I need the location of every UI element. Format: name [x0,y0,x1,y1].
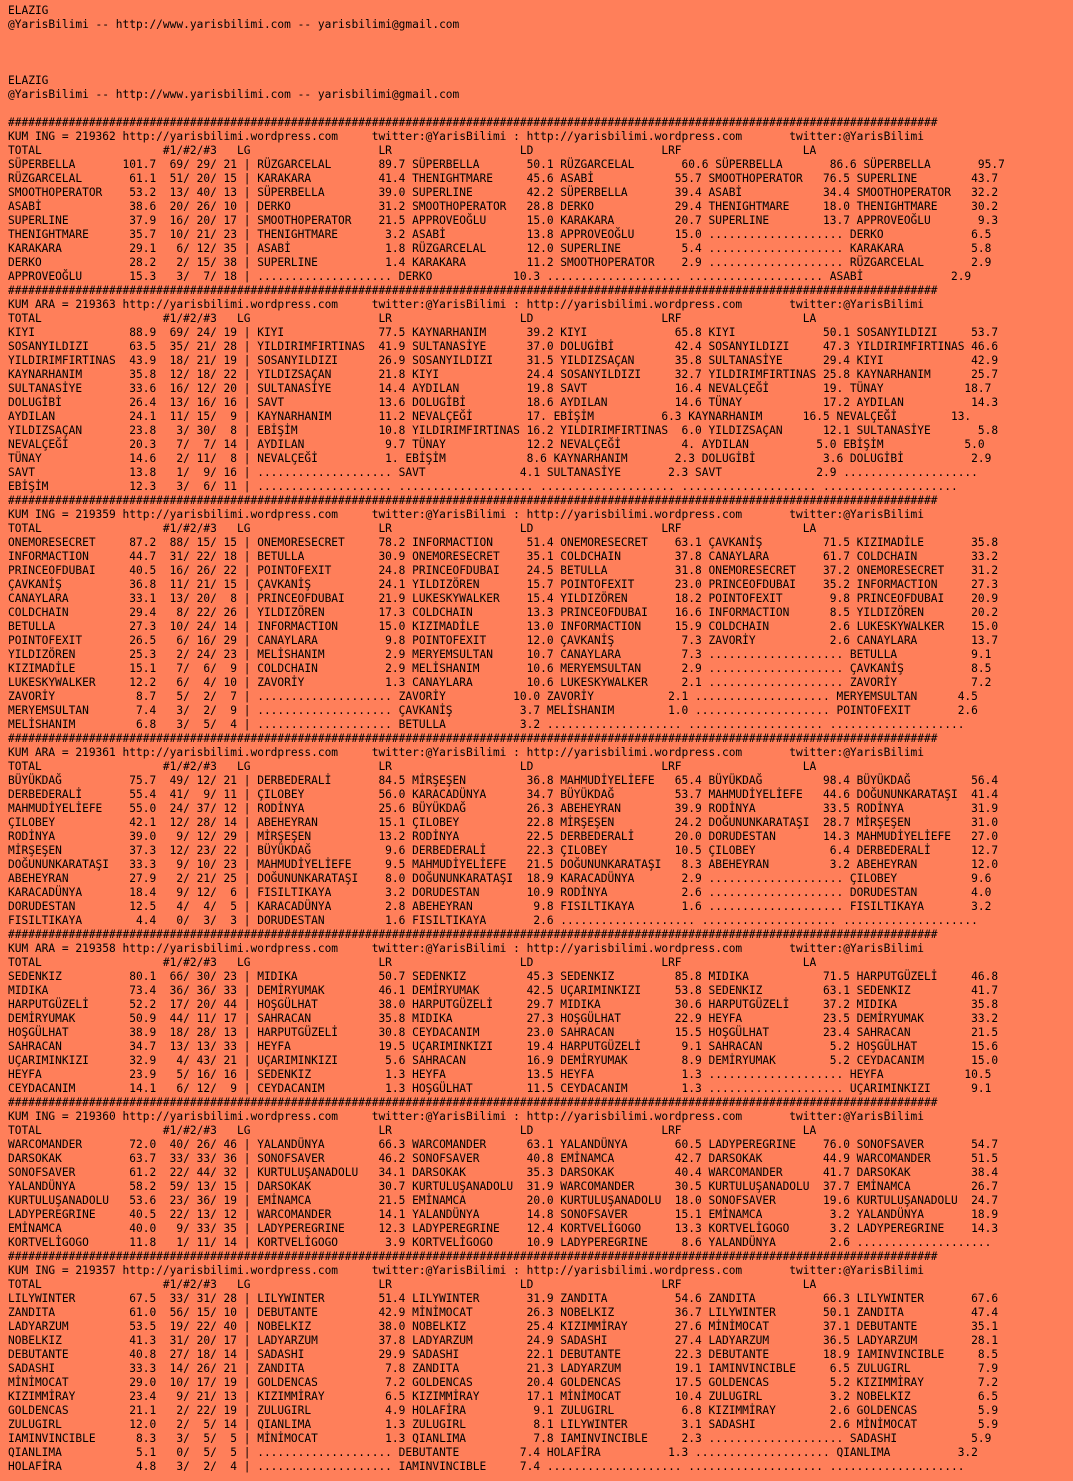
report-line: SULTANASİYE 33.6 16/ 12/ 20 | SULTANASİYE 14.4 AYDILAN 19.8 SAVT 16.4 NEVALÇEĞİ 19. TÜNAY 18.7 [8,382,992,395]
report-line: KUM ING = 219359 http://yarisbilimi.wordpress.com twitter:@YarisBilimi : http://yarisbilimi.wordpress.com twitter:@YarisBilimi [8,508,925,521]
report-line: SONOFSAVER 61.2 22/ 44/ 32 | KURTULUŞANADOLU 34.1 DARSOKAK 35.3 DARSOKAK 40.4 WARCOMANDER 41.7 DARSOKAK 38.4 [8,1166,999,1179]
report-line: @YarisBilimi -- http://www.yarisbilimi.com -- yarisbilimi@gmail.com [8,18,460,31]
report-line: LILYWINTER 67.5 33/ 31/ 28 | LILYWINTER 51.4 LILYWINTER 31.9 ZANDITA 54.6 ZANDITA 66.3 LILYWINTER 67.6 [8,1292,999,1305]
report-line: TOTAL #1/#2/#3 LG LR LD LRF LA [8,1124,817,1137]
report-line: RÜZGARCELAL 61.1 51/ 20/ 15 | KARAKARA 41.4 THENIGHTMARE 45.6 ASABİ 55.7 SMOOTHOPERATOR 76.5 SUPERLINE 43.7 [8,172,999,185]
report-line: LADYPEREGRINE 40.5 22/ 13/ 12 | WARCOMANDER 14.1 YALANDÜNYA 14.8 SONOFSAVER 15.1 EMİNAMCA 3.2 YALANDÜNYA 18.9 [8,1208,999,1221]
report-line: ZAVORİY 8.7 5/ 2/ 7 | .................... ZAVORİY 10.0 ZAVORİY 2.1 .................... MERYEMSULTAN 4.5 [8,690,978,703]
report-line [8,46,1073,60]
report-line: DEBUTANTE 40.8 27/ 18/ 14 | SADASHI 29.9 SADASHI 22.1 DEBUTANTE 22.3 DEBUTANTE 18.9 IAMINVINCIBLE 8.5 [8,1348,999,1361]
report-line: ########################################################################################################################################## [8,494,938,507]
report-line: KIZIMMİRAY 23.4 9/ 21/ 13 | KIZIMMİRAY 6.5 KIZIMMİRAY 17.1 MİNİMOCAT 10.4 ZULUGIRL 3.2 NOBELKIZ 6.5 [8,1390,999,1403]
report-line: TOTAL #1/#2/#3 LG LR LD LRF LA [8,760,817,773]
report-line: ELAZIG [8,4,49,17]
report-line: ELAZIG [8,74,49,87]
report-line: KUM ING = 219357 http://yarisbilimi.wordpress.com twitter:@YarisBilimi : http://yarisbilimi.wordpress.com twitter:@YarisBilimi [8,1264,925,1277]
report-line: RODİNYA 39.0 9/ 12/ 29 | MİRŞEŞEN 13.2 RODİNYA 22.5 DERBEDERALİ 20.0 DORUDESTAN 14.3 MAHMUDİYELİEFE 27.0 [8,830,999,843]
report-line: HARPUTGÜZELİ 52.2 17/ 20/ 44 | HOŞGÜLHAT 38.0 HARPUTGÜZELİ 29.7 MIDIKA 30.6 HARPUTGÜZELİ 37.2 MIDIKA 35.8 [8,998,999,1011]
report-line: KIZIMADİLE 15.1 7/ 6/ 9 | COLDCHAIN 2.9 MELİSHANIM 10.6 MERYEMSULTAN 2.9 .................... ÇAVKANİŞ 8.5 [8,662,992,675]
report-line: TOTAL #1/#2/#3 LG LR LD LRF LA [8,522,817,535]
report-line: ########################################################################################################################################## [8,1250,938,1263]
report-line [8,60,1073,74]
report-line: KUM ING = 219360 http://yarisbilimi.wordpress.com twitter:@YarisBilimi : http://yarisbilimi.wordpress.com twitter:@YarisBilimi [8,1110,925,1123]
report-line: HEYFA 23.9 5/ 16/ 16 | SEDENKIZ 1.3 HEYFA 13.5 HEYFA 1.3 .................... HEYFA 10.5 [8,1068,992,1081]
report-line: DOLUGİBİ 26.4 13/ 16/ 16 | SAVT 13.6 DOLUGİBİ 18.6 AYDILAN 14.6 TÜNAY 17.2 AYDILAN 14.3 [8,396,999,409]
report-line: DERKO 28.2 2/ 15/ 38 | SUPERLINE 1.4 KARAKARA 11.2 SMOOTHOPERATOR 2.9 .................... RÜZGARCELAL 2.9 [8,256,992,269]
report-line: BÜYÜKDAĞ 75.7 49/ 12/ 21 | DERBEDERALİ 84.5 MİRŞEŞEN 36.8 MAHMUDİYELİEFE 65.4 BÜYÜKDAĞ 98.4 BÜYÜKDAĞ 56.4 [8,774,999,787]
report-line: ONEMORESECRET 87.2 88/ 15/ 15 | ONEMORESECRET 78.2 INFORMACTION 51.4 ONEMORESECRET 63.1 ÇAVKANİŞ 71.5 KIZIMADİLE 35.8 [8,536,999,549]
report-line: KUM ARA = 219363 http://yarisbilimi.wordpress.com twitter:@YarisBilimi : http://yarisbilimi.wordpress.com twitter:@YarisBilimi [8,298,925,311]
report-line: TOTAL #1/#2/#3 LG LR LD LRF LA [8,956,817,969]
report-line: INFORMACTION 44.7 31/ 22/ 18 | BETULLA 30.9 ONEMORESECRET 35.1 COLDCHAIN 37.8 CANAYLARA 61.7 COLDCHAIN 33.2 [8,550,999,563]
report-line: THENIGHTMARE 35.7 10/ 21/ 23 | THENIGHTMARE 3.2 ASABİ 13.8 APPROVEOĞLU 15.0 .................... DERKO 6.5 [8,228,992,241]
report-line: HOLAFİRA 4.8 3/ 2/ 4 | .................... IAMINVINCIBLE 7.4 .................... .................... .................... [8,1460,965,1473]
report-line: ÇAVKANİŞ 36.8 11/ 21/ 15 | ÇAVKANİŞ 24.1 YILDIZÖREN 15.7 POINTOFEXIT 23.0 PRINCEOFDUBAI 35.2 INFORMACTION 27.3 [8,578,999,591]
report-line: HOŞGÜLHAT 38.9 18/ 28/ 13 | HARPUTGÜZELİ 30.8 CEYDACANIM 23.0 SAHRACAN 15.5 HOŞGÜLHAT 23.4 SAHRACAN 21.5 [8,1026,999,1039]
report-line: MİNİMOCAT 29.0 10/ 17/ 19 | GOLDENCAS 7.2 GOLDENCAS 20.4 GOLDENCAS 17.5 GOLDENCAS 5.2 KIZIMMİRAY 7.2 [8,1376,999,1389]
report-line: YALANDÜNYA 58.2 59/ 13/ 15 | DARSOKAK 30.7 KURTULUŞANADOLU 31.9 WARCOMANDER 30.5 KURTULUŞANADOLU 37.7 EMİNAMCA 26.7 [8,1180,999,1193]
report-line: ÇILOBEY 42.1 12/ 28/ 14 | ABEHEYRAN 15.1 ÇILOBEY 22.8 MİRŞEŞEN 24.2 DOĞUNUNKARATAŞI 28.7 MİRŞEŞEN 31.0 [8,816,999,829]
report-line: KAYNARHANIM 35.8 12/ 18/ 22 | YILDIZSAÇAN 21.8 KIYI 24.4 SOSANYILDIZI 32.7 YILDIRIMFIRTINAS 25.8 KAYNARHANIM 25.7 [8,368,999,381]
report-line: SÜPERBELLA 101.7 69/ 29/ 21 | RÜZGARCELAL 89.7 SÜPERBELLA 50.1 RÜZGARCELAL 60.6 SÜPERBELLA 86.6 SÜPERBELLA 95.7 [8,158,1005,171]
report-line: ZANDITA 61.0 56/ 15/ 10 | DEBUTANTE 42.9 MİNİMOCAT 26.3 NOBELKIZ 36.7 LILYWINTER 50.1 ZANDITA 47.4 [8,1306,999,1319]
report-line: MİRŞEŞEN 37.3 12/ 23/ 22 | BÜYÜKDAĞ 9.6 DERBEDERALİ 22.3 ÇILOBEY 10.5 ÇILOBEY 6.4 DERBEDERALİ 12.7 [8,844,999,857]
report-line: ########################################################################################################################################## [8,116,938,129]
report-line: TOTAL #1/#2/#3 LG LR LD LRF LA [8,144,817,157]
report-line: @YarisBilimi -- http://www.yarisbilimi.com -- yarisbilimi@gmail.com [8,88,460,101]
report-line: MERYEMSULTAN 7.4 3/ 2/ 9 | .................... ÇAVKANİŞ 3.7 MELİSHANIM 1.0 .................... POINTOFEXIT 2.6 [8,704,978,717]
report-line: KIYI 88.9 69/ 24/ 19 | KIYI 77.5 KAYNARHANIM 39.2 KIYI 65.8 KIYI 50.1 SOSANYILDIZI 53.7 [8,326,999,339]
report-line: IAMINVINCIBLE 8.3 3/ 5/ 5 | MİNİMOCAT 1.3 QIANLIMA 7.8 IAMINVINCIBLE 2.3 .................... SADASHI 5.9 [8,1432,992,1445]
report-line: SUPERLINE 37.9 16/ 20/ 17 | SMOOTHOPERATOR 21.5 APPROVEOĞLU 15.0 KARAKARA 20.7 SUPERLINE 13.7 APPROVEOĞLU 9.3 [8,214,999,227]
report-line: KORTVELİGOGO 11.8 1/ 11/ 14 | KORTVELİGOGO 3.9 KORTVELİGOGO 10.9 LADYPEREGRINE 8.6 YALANDÜNYA 2.6 .................... [8,1236,992,1249]
report-line: WARCOMANDER 72.0 40/ 26/ 46 | YALANDÜNYA 66.3 WARCOMANDER 63.1 YALANDÜNYA 60.5 LADYPEREGRINE 76.0 SONOFSAVER 54.7 [8,1138,999,1151]
report-line: DARSOKAK 63.7 33/ 33/ 36 | SONOFSAVER 46.2 SONOFSAVER 40.8 EMİNAMCA 42.7 DARSOKAK 44.9 WARCOMANDER 51.5 [8,1152,999,1165]
report-line: MAHMUDİYELİEFE 55.0 24/ 37/ 12 | RODİNYA 25.6 BÜYÜKDAĞ 26.3 ABEHEYRAN 39.9 RODİNYA 33.5 RODİNYA 31.9 [8,802,999,815]
report-line: SEDENKIZ 80.1 66/ 30/ 23 | MIDIKA 50.7 SEDENKIZ 45.3 SEDENKIZ 85.8 MIDIKA 71.5 HARPUTGÜZELİ 46.8 [8,970,999,983]
report-line: LUKESKYWALKER 12.2 6/ 4/ 10 | ZAVORİY 1.3 CANAYLARA 10.6 LUKESKYWALKER 2.1 .................... ZAVORİY 7.2 [8,676,992,689]
report-line: CANAYLARA 33.1 13/ 20/ 8 | PRINCEOFDUBAI 21.9 LUKESKYWALKER 15.4 YILDIZÖREN 18.2 POINTOFEXIT 9.8 PRINCEOFDUBAI 20.9 [8,592,999,605]
report-line [8,32,1073,46]
report-line: DOĞUNUNKARATAŞI 33.3 9/ 10/ 23 | MAHMUDİYELİEFE 9.5 MAHMUDİYELİEFE 21.5 DOĞUNUNKARATAŞI 8.3 ABEHEYRAN 3.2 ABEHEYRAN 12.0 [8,858,999,871]
report-line: MIDIKA 73.4 36/ 36/ 33 | DEMİRYUMAK 46.1 DEMİRYUMAK 42.5 UÇARIMINKIZI 53.8 SEDENKIZ 63.1 SEDENKIZ 41.7 [8,984,999,997]
report-line: ASABİ 38.6 20/ 26/ 10 | DERKO 31.2 SMOOTHOPERATOR 28.8 DERKO 29.4 THENIGHTMARE 18.0 THENIGHTMARE 30.2 [8,200,999,213]
report-line: FISILTIKAYA 4.4 0/ 3/ 3 | DORUDESTAN 1.6 FISILTIKAYA 2.6 .................... .................... .................... [8,914,978,927]
report-line: NEVALÇEĞİ 20.3 7/ 7/ 14 | AYDILAN 9.7 TÜNAY 12.2 NEVALÇEĞİ 4. AYDILAN 5.0 EBİŞİM 5.0 [8,438,985,451]
report-line: KARAKARA 29.1 6/ 12/ 35 | ASABİ 1.8 RÜZGARCELAL 12.0 SUPERLINE 5.4 .................... KARAKARA 5.8 [8,242,992,255]
report-line: QIANLIMA 5.1 0/ 5/ 5 | .................... DEBUTANTE 7.4 HOLAFİRA 1.3 .................... QIANLIMA 3.2 [8,1446,978,1459]
report-line: POINTOFEXIT 26.5 6/ 16/ 29 | CANAYLARA 9.8 POINTOFEXIT 12.0 ÇAVKANİŞ 7.3 ZAVORİY 2.6 CANAYLARA 13.7 [8,634,999,647]
report-line: ########################################################################################################################################## [8,928,938,941]
report-line: COLDCHAIN 29.4 8/ 22/ 26 | YILDIZÖREN 17.3 COLDCHAIN 13.3 PRINCEOFDUBAI 16.6 INFORMACTION 8.5 YILDIZÖREN 20.2 [8,606,999,619]
report-line: APPROVEOĞLU 15.3 3/ 7/ 18 | .................... DERKO 10.3 .................... .................... ASABİ 2.9 [8,270,972,283]
report-line: SADASHI 33.3 14/ 26/ 21 | ZANDITA 7.8 ZANDITA 21.3 LADYARZUM 19.1 IAMINVINCIBLE 6.5 ZULUGIRL 7.9 [8,1362,999,1375]
report-line: NOBELKIZ 41.3 31/ 20/ 17 | LADYARZUM 37.8 LADYARZUM 24.9 SADASHI 27.4 LADYARZUM 36.5 LADYARZUM 28.1 [8,1334,999,1347]
report-line: KARACADÜNYA 18.4 9/ 12/ 6 | FISILTIKAYA 3.2 DORUDESTAN 10.9 RODİNYA 2.6 .................... DORUDESTAN 4.0 [8,886,992,899]
report-line: AYDILAN 24.1 11/ 15/ 9 | KAYNARHANIM 11.2 NEVALÇEĞİ 17. EBİŞİM 6.3 KAYNARHANIM 16.5 NEVALÇEĞİ 13. [8,410,972,423]
report-line: CEYDACANIM 14.1 6/ 12/ 9 | CEYDACANIM 1.3 HOŞGÜLHAT 11.5 CEYDACANIM 1.3 .................... UÇARIMINKIZI 9.1 [8,1082,992,1095]
report-line: DORUDESTAN 12.5 4/ 4/ 5 | KARACADÜNYA 2.8 ABEHEYRAN 9.8 FISILTIKAYA 1.6 .................... FISILTIKAYA 3.2 [8,900,992,913]
report-line: KUM ING = 219362 http://yarisbilimi.wordpress.com twitter:@YarisBilimi : http://yarisbilimi.wordpress.com twitter:@YarisBilimi [8,130,925,143]
report-line: KUM ARA = 219358 http://yarisbilimi.wordpress.com twitter:@YarisBilimi : http://yarisbilimi.wordpress.com twitter:@YarisBilimi [8,942,925,955]
report-line: TOTAL #1/#2/#3 LG LR LD LRF LA [8,312,817,325]
report-line: TÜNAY 14.6 2/ 11/ 8 | NEVALÇEĞİ 1. EBİŞİM 8.6 KAYNARHANIM 2.3 DOLUGİBİ 3.6 DOLUGİBİ 2.9 [8,452,992,465]
report-line: DEMİRYUMAK 50.9 44/ 11/ 17 | SAHRACAN 35.8 MIDIKA 27.3 HOŞGÜLHAT 22.9 HEYFA 23.5 DEMİRYUMAK 33.2 [8,1012,999,1025]
report-line: YILDIZÖREN 25.3 2/ 24/ 23 | MELİSHANIM 2.9 MERYEMSULTAN 10.7 CANAYLARA 7.3 .................... BETULLA 9.1 [8,648,992,661]
report-line: MELİSHANIM 6.8 3/ 5/ 4 | .................... BETULLA 3.2 .................... .................... .................... [8,718,965,731]
report-line: SOSANYILDIZI 63.5 35/ 21/ 28 | YILDIRIMFIRTINAS 41.9 SULTANASİYE 37.0 DOLUGİBİ 42.4 SOSANYILDIZI 47.3 YILDIRIMFIRTINAS 46.6 [8,340,999,353]
report-line: ZULUGIRL 12.0 2/ 5/ 14 | QIANLIMA 1.3 ZULUGIRL 8.1 LILYWINTER 3.1 SADASHI 2.6 MİNİMOCAT 5.9 [8,1418,999,1431]
report-line: LADYARZUM 53.5 19/ 22/ 40 | NOBELKIZ 38.0 NOBELKIZ 25.4 KIZIMMİRAY 27.6 MİNİMOCAT 37.1 DEBUTANTE 35.1 [8,1320,999,1333]
report-line: SAHRACAN 34.7 13/ 13/ 33 | HEYFA 19.5 UÇARIMINKIZI 19.4 HARPUTGÜZELİ 9.1 SAHRACAN 5.2 HOŞGÜLHAT 15.6 [8,1040,999,1053]
report-line: ########################################################################################################################################## [8,284,938,297]
report-line: YILDIZSAÇAN 23.8 3/ 30/ 8 | EBİŞİM 10.8 YILDIRIMFIRTINAS 16.2 YILDIRIMFIRTINAS 6.0 YILDIZSAÇAN 12.1 SULTANASİYE 5.8 [8,424,999,437]
report-line: YILDIRIMFIRTINAS 43.9 18/ 21/ 19 | SOSANYILDIZI 26.9 SOSANYILDIZI 31.5 YILDIZSAÇAN 35.8 SULTANASİYE 29.4 KIYI 42.9 [8,354,999,367]
report-line: PRINCEOFDUBAI 40.5 16/ 26/ 22 | POINTOFEXIT 24.8 PRINCEOFDUBAI 24.5 BETULLA 31.8 ONEMORESECRET 37.2 ONEMORESECRET 31.2 [8,564,999,577]
report-line: EBİŞİM 12.3 3/ 6/ 11 | .................... .................... .................... .................... .................... [8,480,958,493]
report-line: GOLDENCAS 21.1 2/ 22/ 19 | ZULUGIRL 4.9 HOLAFİRA 9.1 ZULUGIRL 6.8 KIZIMMİRAY 2.6 GOLDENCAS 5.9 [8,1404,999,1417]
report-line: DERBEDERALİ 55.4 41/ 9/ 11 | ÇILOBEY 56.0 KARACADÜNYA 34.7 BÜYÜKDAĞ 53.7 MAHMUDİYELİEFE 44.6 DOĞUNUNKARATAŞI 41.4 [8,788,999,801]
report-line: KURTULUŞANADOLU 53.6 23/ 36/ 19 | EMİNAMCA 21.5 EMİNAMCA 20.0 KURTULUŞANADOLU 18.0 SONOFSAVER 19.6 KURTULUŞANADOLU 24.7 [8,1194,999,1207]
report-line: BETULLA 27.3 10/ 24/ 14 | INFORMACTION 15.0 KIZIMADİLE 13.0 INFORMACTION 15.9 COLDCHAIN 2.6 LUKESKYWALKER 15.0 [8,620,999,633]
report-line: EMİNAMCA 40.0 9/ 33/ 35 | LADYPEREGRINE 12.3 LADYPEREGRINE 12.4 KORTVELİGOGO 13.3 KORTVELİGOGO 3.2 LADYPEREGRINE 14.3 [8,1222,999,1235]
report-line: SAVT 13.8 1/ 9/ 16 | .................... SAVT 4.1 SULTANASİYE 2.3 SAVT 2.9 .................... [8,466,978,479]
report-line: KUM ARA = 219361 http://yarisbilimi.wordpress.com twitter:@YarisBilimi : http://yarisbilimi.wordpress.com twitter:@YarisBilimi [8,746,925,759]
report-line: UÇARIMINKIZI 32.9 4/ 43/ 21 | UÇARIMINKIZI 5.6 SAHRACAN 16.9 DEMİRYUMAK 8.9 DEMİRYUMAK 5.2 CEYDACANIM 15.0 [8,1054,999,1067]
report-line: ########################################################################################################################################## [8,1096,938,1109]
report-line: ABEHEYRAN 27.9 2/ 21/ 25 | DOĞUNUNKARATAŞI 8.0 DOĞUNUNKARATAŞI 18.9 KARACADÜNYA 2.9 .................... ÇILOBEY 9.6 [8,872,992,885]
report-line [8,102,1073,116]
report-line: ########################################################################################################################################## [8,732,938,745]
report-line: TOTAL #1/#2/#3 LG LR LD LRF LA [8,1278,817,1291]
report-line: SMOOTHOPERATOR 53.2 13/ 40/ 13 | SÜPERBELLA 39.0 SUPERLINE 42.2 SÜPERBELLA 39.4 ASABİ 34.4 SMOOTHOPERATOR 32.2 [8,186,999,199]
